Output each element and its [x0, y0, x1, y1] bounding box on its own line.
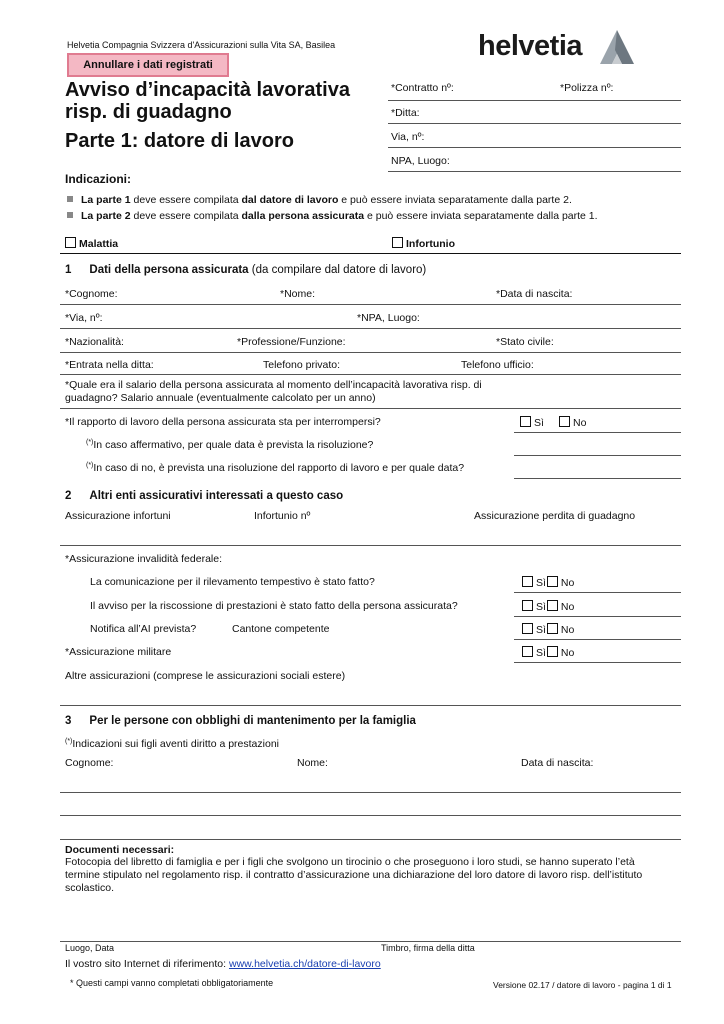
- npa-label: NPA, Luogo:: [391, 155, 450, 167]
- rapporto-no-checkbox[interactable]: [559, 416, 570, 427]
- notifica-ai-question: Notifica all’AI prevista?: [90, 623, 197, 635]
- nome-label: *Nome:: [280, 288, 316, 300]
- q3-options: Sì No: [522, 623, 574, 636]
- q1-si-checkbox[interactable]: [522, 576, 533, 587]
- tel-privato-label: Telefono privato:: [263, 359, 341, 371]
- malattia-option[interactable]: Malattia: [65, 237, 118, 250]
- figli-nome-label: Nome:: [297, 757, 328, 769]
- infortunio-checkbox[interactable]: [392, 237, 403, 248]
- q1-no-checkbox[interactable]: [547, 576, 558, 587]
- salario-question-1: *Quale era il salario della persona assicurata al momento dell’incapacità lavorativa risp. di: [65, 379, 482, 391]
- avviso-question: Il avviso per la riscossione di prestazioni è stato fatto della persona assicurata?: [90, 600, 458, 612]
- title-line-1: Avviso d’incapacità lavorativa: [65, 79, 350, 101]
- infortunio-option[interactable]: Infortunio: [392, 237, 455, 250]
- bullet-part2: La parte 2 deve essere compilata dalla persona assicurata e può essere inviata separatamente dalla parte 1.: [67, 210, 598, 222]
- ass-perdita-label: Assicurazione perdita di guadagno: [474, 510, 636, 522]
- website-line: Il vostro sito Internet di riferimento: www.helvetia.ch/datore-di-lavoro: [65, 958, 381, 970]
- ditta-label: *Ditta:: [391, 107, 420, 119]
- via-label: Via, nº:: [391, 131, 425, 143]
- bullet-part1: La parte 1 deve essere compilata dal datore di lavoro e può essere inviata separatamente dalla parte 2.: [67, 194, 572, 206]
- stato-civile-label: *Stato civile:: [496, 336, 554, 348]
- section2-heading: 2 Altri enti assicurativi interessati a questo caso: [65, 490, 344, 502]
- luogo-data-label: Luogo, Data: [65, 943, 115, 953]
- company-name: Helvetia Compagnia Svizzera d'Assicurazioni sulla Vita SA, Basilea: [67, 40, 336, 50]
- infortunio-n-label: Infortunio nº: [254, 510, 311, 522]
- documenti-heading: Documenti necessari:: [65, 844, 175, 856]
- documenti-line-2: termine stipulato nel regolamento risp. il contratto d’assicurazione una dichiarazione del loro datore di lavoro risp. dell’istituto: [65, 869, 643, 881]
- malattia-checkbox[interactable]: [65, 237, 76, 248]
- npa-person-label: *NPA, Luogo:: [357, 312, 420, 324]
- section3-heading: 3 Per le persone con obblighi di mantenimento per la famiglia: [65, 715, 416, 727]
- helvetia-logo: [478, 28, 638, 68]
- militare-options: Sì No: [522, 646, 574, 659]
- cantone-label: Cantone competente: [232, 623, 330, 635]
- website-link[interactable]: www.helvetia.ch/datore-di-lavoro: [228, 958, 381, 970]
- rapporto-si-option[interactable]: Sì: [520, 416, 544, 429]
- q1-options: Sì No: [522, 576, 574, 589]
- bullet-square-icon: [67, 212, 73, 218]
- documenti-line-3: scolastico.: [65, 882, 115, 894]
- cognome-label: *Cognome:: [65, 288, 118, 300]
- polizza-label: *Polizza nº:: [560, 82, 614, 94]
- figli-data-nascita-label: Data di nascita:: [521, 757, 594, 769]
- militare-si-checkbox[interactable]: [522, 646, 533, 657]
- affermativo-question: (*)In caso affermativo, per quale data è prevista la risoluzione?: [86, 439, 374, 451]
- altre-assicurazioni-label: Altre assicurazioni (comprese le assicurazioni sociali estere): [65, 670, 346, 682]
- logo-triangle-icon: [598, 28, 636, 66]
- professione-label: *Professione/Funzione:: [237, 336, 346, 348]
- tel-ufficio-label: Telefono ufficio:: [461, 359, 534, 371]
- figli-indicazioni: (*)Indicazioni sui figli aventi diritto a prestazioni: [65, 738, 279, 750]
- figli-cognome-label: Cognome:: [65, 757, 114, 769]
- title-line-2: risp. di guadagno: [65, 101, 232, 123]
- ai-federale-label: *Assicurazione invalidità federale:: [65, 553, 223, 565]
- title-part: Parte 1: datore di lavoro: [65, 130, 294, 152]
- q2-options: Sì No: [522, 600, 574, 613]
- contratto-label: *Contratto nº:: [391, 82, 454, 94]
- logo-text: helvetia: [478, 30, 582, 62]
- via-person-label: *Via, nº:: [65, 312, 103, 324]
- q3-si-checkbox[interactable]: [522, 623, 533, 634]
- version-info: Versione 02.17 / datore di lavoro - pagina 1 di 1: [493, 980, 672, 990]
- entrata-label: *Entrata nella ditta:: [65, 359, 154, 371]
- salario-question-2: guadagno? Salario annuale (eventualmente calcolato per un anno): [65, 392, 376, 404]
- militare-label: *Assicurazione militare: [65, 646, 172, 658]
- nazionalita-label: *Nazionalità:: [65, 336, 124, 348]
- rapporto-no-option[interactable]: No: [559, 416, 586, 429]
- militare-no-checkbox[interactable]: [547, 646, 558, 657]
- q2-no-checkbox[interactable]: [547, 600, 558, 611]
- documenti-line-1: Fotocopia del libretto di famiglia e per i figli che svolgono un tirocinio o che proseguono i loro studi, se hanno superato l’età: [65, 856, 635, 868]
- caso-no-question: (*)In caso di no, è prevista una risoluzione del rapporto di lavoro e per quale data?: [86, 462, 465, 474]
- mandatory-note: * Questi campi vanno completati obbligatoriamente: [70, 978, 274, 988]
- data-nascita-label: *Data di nascita:: [496, 288, 573, 300]
- bullet-square-icon: [67, 196, 73, 202]
- comunicazione-question: La comunicazione per il rilevamento tempestivo è stato fatto?: [90, 576, 375, 588]
- q2-si-checkbox[interactable]: [522, 600, 533, 611]
- rapporto-question: *Il rapporto di lavoro della persona assicurata sta per interrompersi?: [65, 416, 381, 428]
- ass-infortuni-label: Assicurazione infortuni: [65, 510, 171, 522]
- q3-no-checkbox[interactable]: [547, 623, 558, 634]
- section1-heading: 1 Dati della persona assicurata (da compilare dal datore di lavoro): [65, 264, 427, 276]
- indicazioni-heading: Indicazioni:: [65, 172, 131, 186]
- cancel-data-button[interactable]: Annullare i dati registrati: [67, 53, 229, 77]
- rapporto-si-checkbox[interactable]: [520, 416, 531, 427]
- timbro-firma-label: Timbro, firma della ditta: [381, 943, 475, 953]
